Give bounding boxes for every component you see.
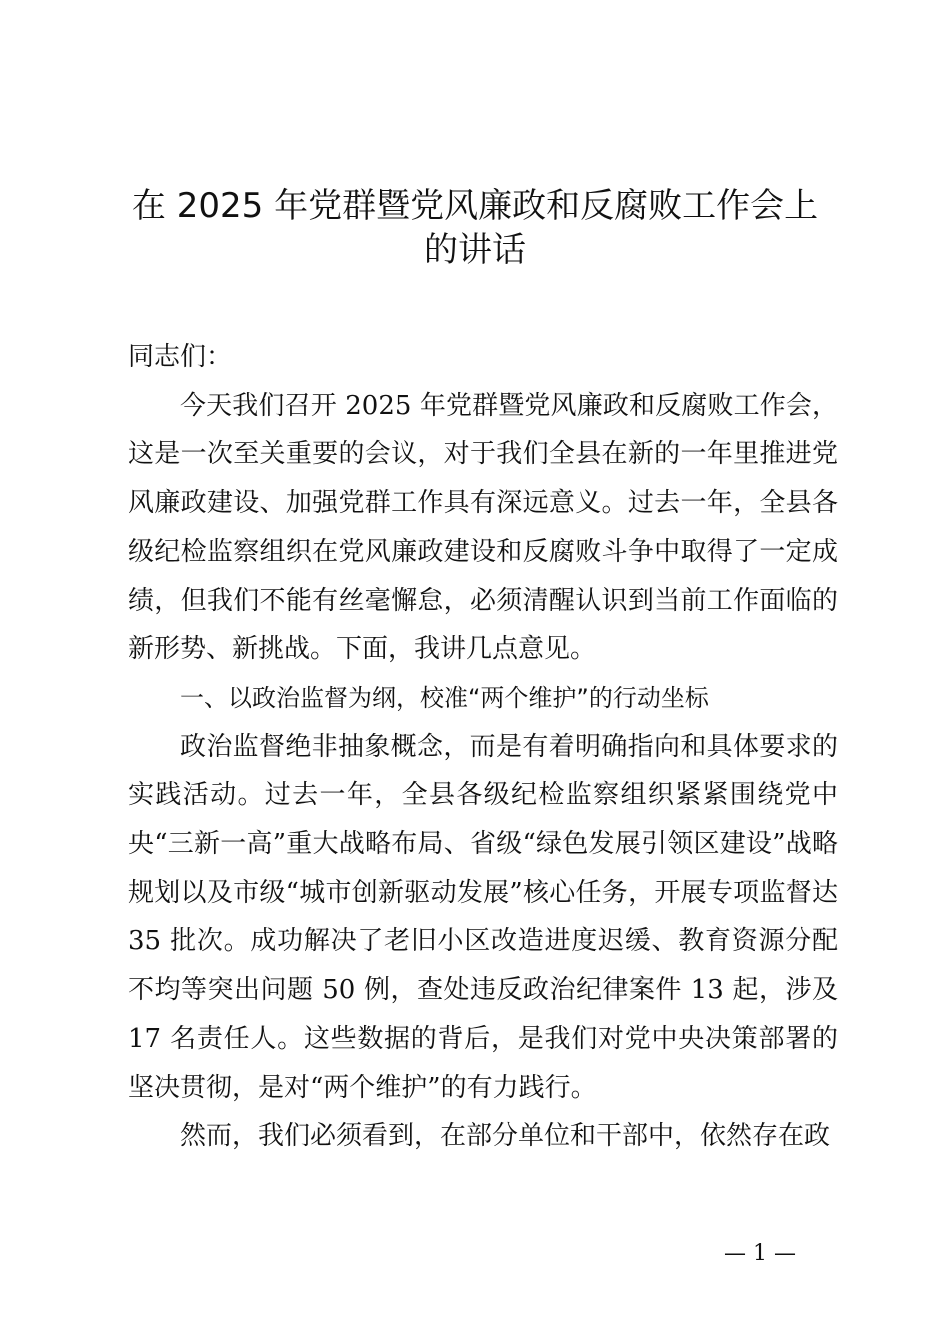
- paragraph-intro: 今天我们召开 2025 年党群暨党风廉政和反腐败工作会，这是一次至关重要的会议，对于我们全县在新的一年里推进党风廉政建设、加强党群工作具有深远意义。过去一年，全县各级纪检监察组织在党风廉政建设和反腐败斗争中取得了一定成绩，但我们不能有丝毫懈怠，必须清醒认识到当前工作面临的新形势、新挑战。下面，我讲几点意见。: [128, 390, 838, 665]
- document-body: [128, 333, 838, 1161]
- section-heading-1: 一、以政治监督为纲，校准“两个维护”的行动坐标: [180, 683, 709, 712]
- title-line-1: 在 2025 年党群暨党风廉政和反腐败工作会上: [131, 186, 819, 226]
- document-title: [90, 184, 860, 272]
- paragraph-political-supervision: 政治监督绝非抽象概念，而是有着明确指向和具体要求的实践活动。过去一年，全县各级纪检监察组织紧紧围绕党中央“三新一高”重大战略布局、省级“绿色发展引领区建设”战略规划以及市级“城市创新驱动发展”核心任务，开展专项监督达 35 批次。成功解决了老旧小区改造进度迟缓、教育资源分配不均等突出问题 50 例，查处违反政治纪律案件 13 起，涉及 17 名责任人。这些数据的背后，是我们对党中央决策部署的坚决贯彻，是对“两个维护”的有力践行。: [128, 731, 838, 1103]
- title-line-2: 的讲话: [424, 230, 526, 270]
- salutation: 同志们：: [128, 342, 233, 372]
- page-number: — 1 —: [724, 1241, 796, 1266]
- paragraph-however: 然而，我们必须看到，在部分单位和干部中，依然存在政: [180, 1121, 831, 1152]
